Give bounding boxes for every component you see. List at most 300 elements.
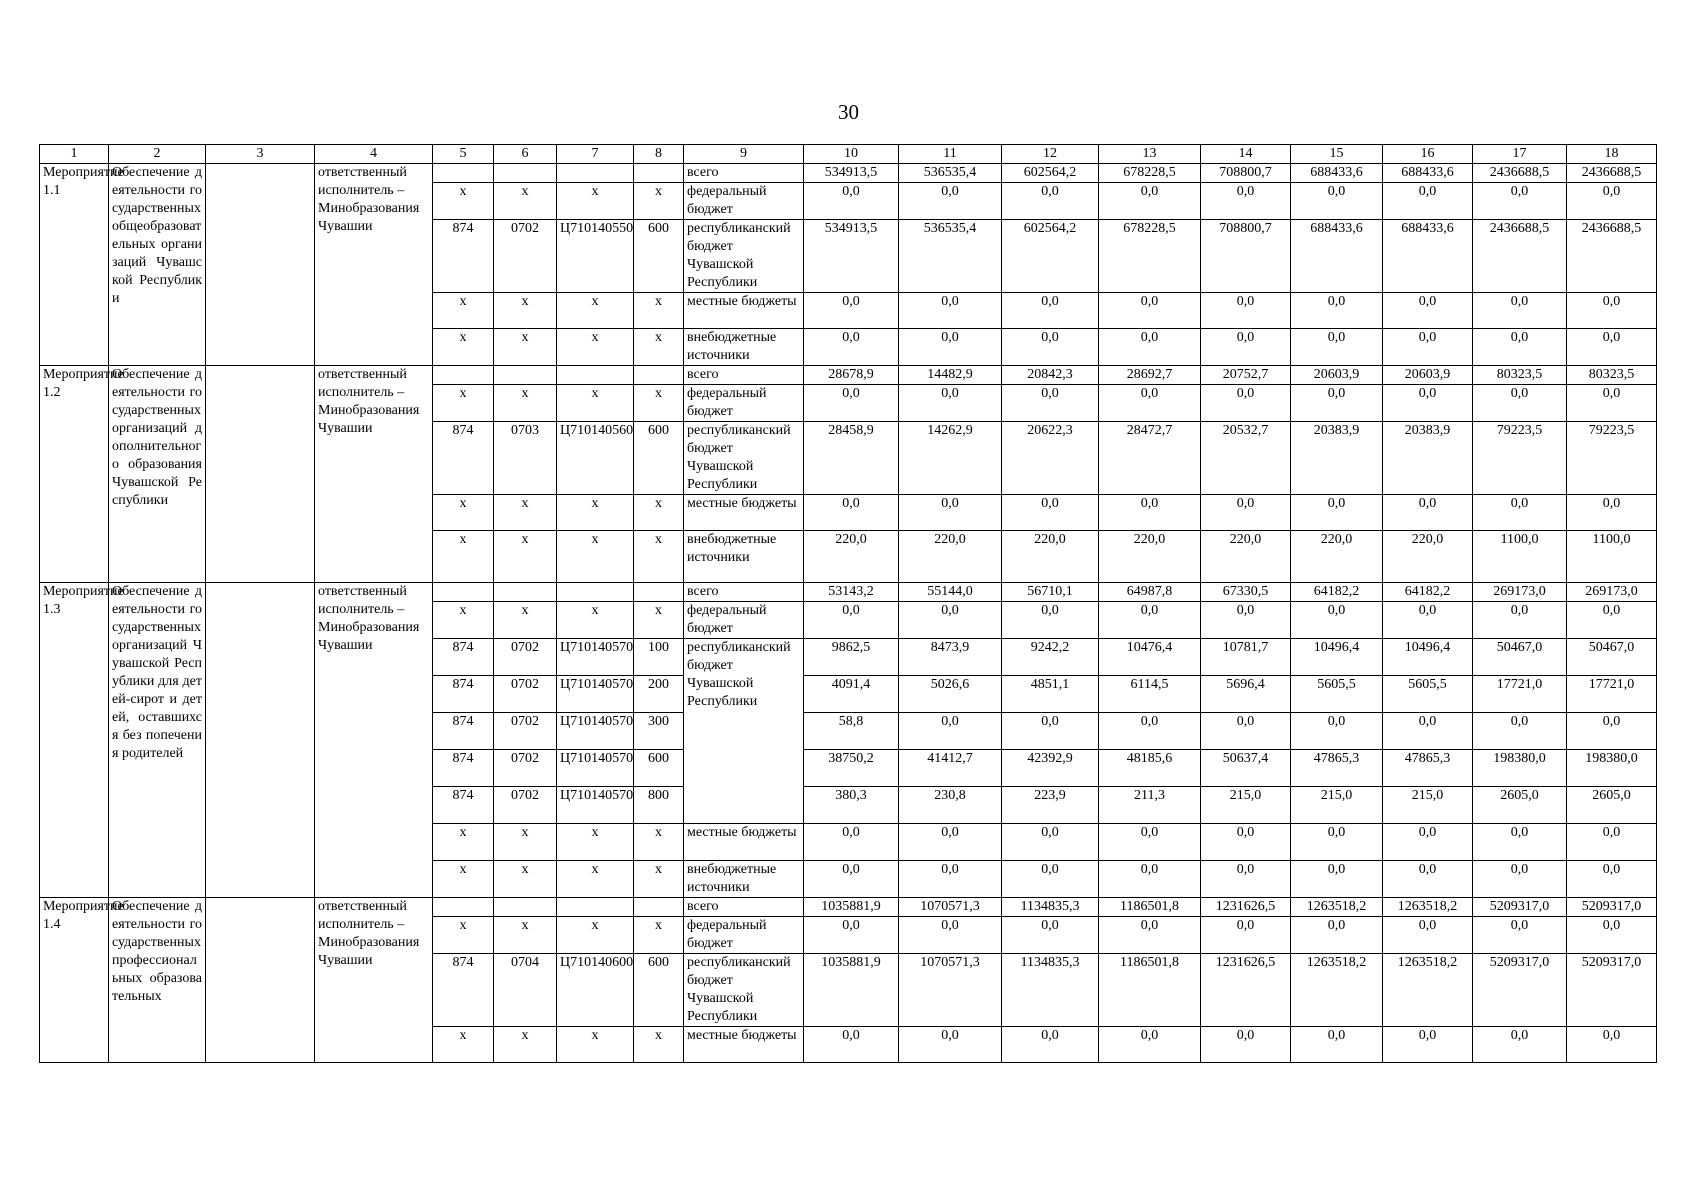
- value-cell: 0,0: [1383, 917, 1473, 954]
- code-cell: х: [634, 329, 684, 366]
- code-cell: 800: [634, 787, 684, 824]
- source-cell: местные бюджеты: [684, 495, 804, 531]
- value-cell: 0,0: [1201, 293, 1291, 329]
- value-cell: 53143,2: [804, 583, 899, 602]
- code-cell: Ц710140570: [557, 713, 634, 750]
- column-number: 12: [1002, 145, 1099, 164]
- value-cell: 0,0: [1002, 183, 1099, 220]
- code-cell: х: [433, 917, 494, 954]
- code-cell: Ц710140560: [557, 422, 634, 495]
- value-cell: 0,0: [899, 495, 1002, 531]
- value-cell: 5209317,0: [1567, 954, 1657, 1027]
- value-cell: 0,0: [1099, 1027, 1201, 1063]
- value-cell: 17721,0: [1473, 676, 1567, 713]
- value-cell: 1186501,8: [1099, 898, 1201, 917]
- value-cell: 2605,0: [1567, 787, 1657, 824]
- code-cell: Ц710140570: [557, 676, 634, 713]
- value-cell: 4851,1: [1002, 676, 1099, 713]
- value-cell: 0,0: [1099, 293, 1201, 329]
- value-cell: 47865,3: [1383, 750, 1473, 787]
- value-cell: 0,0: [899, 329, 1002, 366]
- measure-label: Мероприятие 1.1: [40, 164, 109, 366]
- value-cell: 0,0: [804, 861, 899, 898]
- value-cell: 0,0: [1099, 385, 1201, 422]
- value-cell: 0,0: [1383, 183, 1473, 220]
- value-cell: 0,0: [1099, 917, 1201, 954]
- code-cell: х: [494, 602, 557, 639]
- value-cell: 0,0: [899, 824, 1002, 861]
- value-cell: 56710,1: [1002, 583, 1099, 602]
- value-cell: 20603,9: [1291, 366, 1383, 385]
- code-cell: х: [634, 861, 684, 898]
- value-cell: 4091,4: [804, 676, 899, 713]
- code-cell: х: [557, 329, 634, 366]
- measure-description: Обеспечение деятельности государственных организаций дополнительного образования Чувашской Республики: [109, 366, 206, 583]
- executor-cell: ответственный исполнитель – Минобразования Чувашии: [315, 898, 433, 1063]
- code-cell: 100: [634, 639, 684, 676]
- value-cell: 0,0: [804, 385, 899, 422]
- empty-cell: [634, 898, 684, 917]
- value-cell: 1100,0: [1567, 531, 1657, 583]
- empty-cell: [206, 366, 315, 583]
- value-cell: 20383,9: [1291, 422, 1383, 495]
- value-cell: 38750,2: [804, 750, 899, 787]
- value-cell: 42392,9: [1002, 750, 1099, 787]
- value-cell: 5696,4: [1201, 676, 1291, 713]
- source-cell: внебюджетные источники: [684, 861, 804, 898]
- empty-cell: [634, 164, 684, 183]
- executor-cell: ответственный исполнитель – Минобразования Чувашии: [315, 583, 433, 898]
- source-cell: федеральный бюджет: [684, 183, 804, 220]
- value-cell: 0,0: [1567, 917, 1657, 954]
- value-cell: 0,0: [1099, 861, 1201, 898]
- code-cell: х: [433, 1027, 494, 1063]
- value-cell: 5209317,0: [1473, 954, 1567, 1027]
- value-cell: 0,0: [1002, 824, 1099, 861]
- column-number-row: [40, 145, 1657, 164]
- value-cell: 5026,6: [899, 676, 1002, 713]
- code-cell: х: [494, 183, 557, 220]
- value-cell: 0,0: [1473, 861, 1567, 898]
- value-cell: 8473,9: [899, 639, 1002, 676]
- value-cell: 0,0: [1383, 495, 1473, 531]
- source-cell: местные бюджеты: [684, 293, 804, 329]
- source-cell: федеральный бюджет: [684, 602, 804, 639]
- value-cell: 220,0: [1291, 531, 1383, 583]
- source-cell: всего: [684, 366, 804, 385]
- code-cell: х: [634, 531, 684, 583]
- column-number: 4: [315, 145, 433, 164]
- value-cell: 0,0: [1567, 385, 1657, 422]
- value-cell: 0,0: [1201, 385, 1291, 422]
- value-cell: 0,0: [1473, 329, 1567, 366]
- executor-cell: ответственный исполнитель – Минобразования Чувашии: [315, 164, 433, 366]
- empty-cell: [206, 583, 315, 898]
- empty-cell: [494, 366, 557, 385]
- empty-cell: [634, 583, 684, 602]
- value-cell: 0,0: [1099, 602, 1201, 639]
- value-cell: 0,0: [1383, 1027, 1473, 1063]
- empty-cell: [433, 898, 494, 917]
- code-cell: 0702: [494, 713, 557, 750]
- code-cell: 200: [634, 676, 684, 713]
- value-cell: 80323,5: [1473, 366, 1567, 385]
- column-number: 15: [1291, 145, 1383, 164]
- value-cell: 220,0: [804, 531, 899, 583]
- value-cell: 602564,2: [1002, 164, 1099, 183]
- table-row: [40, 366, 1657, 385]
- code-cell: х: [557, 293, 634, 329]
- code-cell: х: [557, 824, 634, 861]
- value-cell: 6114,5: [1099, 676, 1201, 713]
- value-cell: 1263518,2: [1291, 954, 1383, 1027]
- column-number: 8: [634, 145, 684, 164]
- value-cell: 0,0: [1201, 824, 1291, 861]
- value-cell: 220,0: [899, 531, 1002, 583]
- column-number: 7: [557, 145, 634, 164]
- value-cell: 5209317,0: [1473, 898, 1567, 917]
- value-cell: 230,8: [899, 787, 1002, 824]
- column-number: 14: [1201, 145, 1291, 164]
- code-cell: 0702: [494, 220, 557, 293]
- code-cell: 874: [433, 954, 494, 1027]
- code-cell: 874: [433, 422, 494, 495]
- value-cell: 1070571,3: [899, 954, 1002, 1027]
- source-cell: республиканский бюджет Чувашской Республики: [684, 220, 804, 293]
- value-cell: 67330,5: [1201, 583, 1291, 602]
- code-cell: х: [634, 1027, 684, 1063]
- value-cell: 20752,7: [1201, 366, 1291, 385]
- column-number: 10: [804, 145, 899, 164]
- value-cell: 0,0: [1383, 293, 1473, 329]
- value-cell: 0,0: [1291, 293, 1383, 329]
- code-cell: 600: [634, 750, 684, 787]
- value-cell: 0,0: [1291, 329, 1383, 366]
- code-cell: 0702: [494, 787, 557, 824]
- code-cell: х: [634, 293, 684, 329]
- value-cell: 0,0: [1473, 495, 1567, 531]
- value-cell: 0,0: [1473, 183, 1567, 220]
- code-cell: х: [433, 861, 494, 898]
- measure-label: Мероприятие 1.4: [40, 898, 109, 1063]
- value-cell: 0,0: [804, 183, 899, 220]
- value-cell: 1134835,3: [1002, 898, 1099, 917]
- value-cell: 48185,6: [1099, 750, 1201, 787]
- code-cell: х: [557, 1027, 634, 1063]
- value-cell: 0,0: [804, 293, 899, 329]
- value-cell: 41412,7: [899, 750, 1002, 787]
- value-cell: 64182,2: [1383, 583, 1473, 602]
- source-cell: всего: [684, 164, 804, 183]
- value-cell: 0,0: [1383, 861, 1473, 898]
- source-cell: всего: [684, 583, 804, 602]
- code-cell: Ц710140600: [557, 954, 634, 1027]
- value-cell: 0,0: [1383, 329, 1473, 366]
- code-cell: х: [557, 861, 634, 898]
- column-number: 3: [206, 145, 315, 164]
- code-cell: х: [494, 385, 557, 422]
- value-cell: 0,0: [1567, 602, 1657, 639]
- code-cell: х: [494, 1027, 557, 1063]
- value-cell: 0,0: [1567, 824, 1657, 861]
- source-cell: местные бюджеты: [684, 1027, 804, 1063]
- value-cell: 0,0: [804, 495, 899, 531]
- value-cell: 50467,0: [1567, 639, 1657, 676]
- measure-description: Обеспечение деятельности государственных организаций Чувашской Республики для детей-сирот и детей, оставшихся без попечения родителей: [109, 583, 206, 898]
- code-cell: 0703: [494, 422, 557, 495]
- value-cell: 602564,2: [1002, 220, 1099, 293]
- measure-description: Обеспечение деятельности государственных общеобразовательных организаций Чувашской Республики: [109, 164, 206, 366]
- value-cell: 0,0: [1099, 824, 1201, 861]
- value-cell: 1263518,2: [1383, 898, 1473, 917]
- table-row: [40, 898, 1657, 917]
- value-cell: 5209317,0: [1567, 898, 1657, 917]
- code-cell: 0702: [494, 676, 557, 713]
- measure-description: Обеспечение деятельности государственных профессиональных образовательных: [109, 898, 206, 1063]
- code-cell: х: [494, 495, 557, 531]
- value-cell: 1134835,3: [1002, 954, 1099, 1027]
- value-cell: 0,0: [1201, 861, 1291, 898]
- source-cell: внебюджетные источники: [684, 531, 804, 583]
- column-number: 6: [494, 145, 557, 164]
- code-cell: 600: [634, 220, 684, 293]
- value-cell: 536535,4: [899, 164, 1002, 183]
- value-cell: 0,0: [899, 183, 1002, 220]
- column-number: 18: [1567, 145, 1657, 164]
- value-cell: 1263518,2: [1383, 954, 1473, 1027]
- table-row: [40, 164, 1657, 183]
- value-cell: 0,0: [1473, 824, 1567, 861]
- column-number: 1: [40, 145, 109, 164]
- code-cell: 0704: [494, 954, 557, 1027]
- code-cell: х: [433, 385, 494, 422]
- value-cell: 0,0: [1201, 183, 1291, 220]
- code-cell: х: [494, 824, 557, 861]
- empty-cell: [206, 164, 315, 366]
- executor-cell: ответственный исполнитель – Минобразования Чувашии: [315, 366, 433, 583]
- value-cell: 215,0: [1383, 787, 1473, 824]
- source-cell: федеральный бюджет: [684, 917, 804, 954]
- value-cell: 688433,6: [1383, 164, 1473, 183]
- code-cell: 0702: [494, 639, 557, 676]
- code-cell: х: [433, 329, 494, 366]
- value-cell: 17721,0: [1567, 676, 1657, 713]
- column-number: 17: [1473, 145, 1567, 164]
- value-cell: 1035881,9: [804, 954, 899, 1027]
- code-cell: х: [634, 495, 684, 531]
- value-cell: 5605,5: [1291, 676, 1383, 713]
- value-cell: 0,0: [1002, 602, 1099, 639]
- value-cell: 0,0: [1201, 1027, 1291, 1063]
- value-cell: 2436688,5: [1567, 164, 1657, 183]
- code-cell: Ц710140570: [557, 750, 634, 787]
- value-cell: 223,9: [1002, 787, 1099, 824]
- value-cell: 0,0: [1291, 917, 1383, 954]
- value-cell: 0,0: [1291, 385, 1383, 422]
- code-cell: х: [557, 183, 634, 220]
- value-cell: 0,0: [1291, 1027, 1383, 1063]
- column-number: 16: [1383, 145, 1473, 164]
- value-cell: 215,0: [1201, 787, 1291, 824]
- value-cell: 0,0: [1473, 1027, 1567, 1063]
- value-cell: 0,0: [804, 329, 899, 366]
- value-cell: 0,0: [899, 713, 1002, 750]
- code-cell: 874: [433, 676, 494, 713]
- value-cell: 1231626,5: [1201, 898, 1291, 917]
- value-cell: 534913,5: [804, 164, 899, 183]
- value-cell: 0,0: [1567, 1027, 1657, 1063]
- value-cell: 0,0: [1002, 861, 1099, 898]
- source-cell: внебюджетные источники: [684, 329, 804, 366]
- code-cell: х: [557, 385, 634, 422]
- empty-cell: [494, 583, 557, 602]
- value-cell: 0,0: [1567, 183, 1657, 220]
- value-cell: 5605,5: [1383, 676, 1473, 713]
- code-cell: 874: [433, 750, 494, 787]
- empty-cell: [433, 583, 494, 602]
- value-cell: 0,0: [1002, 293, 1099, 329]
- value-cell: 20842,3: [1002, 366, 1099, 385]
- code-cell: х: [433, 495, 494, 531]
- value-cell: 58,8: [804, 713, 899, 750]
- value-cell: 0,0: [1002, 495, 1099, 531]
- value-cell: 47865,3: [1291, 750, 1383, 787]
- code-cell: х: [634, 602, 684, 639]
- value-cell: 0,0: [1567, 329, 1657, 366]
- value-cell: 215,0: [1291, 787, 1383, 824]
- column-number: 9: [684, 145, 804, 164]
- table-body: [40, 164, 1657, 1063]
- code-cell: Ц710140550: [557, 220, 634, 293]
- value-cell: 0,0: [1567, 713, 1657, 750]
- value-cell: 534913,5: [804, 220, 899, 293]
- value-cell: 0,0: [1099, 713, 1201, 750]
- value-cell: 678228,5: [1099, 164, 1201, 183]
- code-cell: 300: [634, 713, 684, 750]
- value-cell: 2436688,5: [1473, 220, 1567, 293]
- empty-cell: [494, 164, 557, 183]
- value-cell: 0,0: [899, 602, 1002, 639]
- value-cell: 0,0: [804, 1027, 899, 1063]
- code-cell: 600: [634, 422, 684, 495]
- value-cell: 688433,6: [1383, 220, 1473, 293]
- value-cell: 0,0: [1002, 713, 1099, 750]
- value-cell: 64987,8: [1099, 583, 1201, 602]
- measure-label: Мероприятие 1.2: [40, 366, 109, 583]
- code-cell: х: [433, 183, 494, 220]
- code-cell: х: [634, 824, 684, 861]
- value-cell: 2605,0: [1473, 787, 1567, 824]
- value-cell: 28472,7: [1099, 422, 1201, 495]
- value-cell: 14262,9: [899, 422, 1002, 495]
- value-cell: 0,0: [899, 385, 1002, 422]
- code-cell: 0702: [494, 750, 557, 787]
- value-cell: 708800,7: [1201, 164, 1291, 183]
- value-cell: 198380,0: [1567, 750, 1657, 787]
- value-cell: 10496,4: [1383, 639, 1473, 676]
- value-cell: 9862,5: [804, 639, 899, 676]
- value-cell: 0,0: [899, 861, 1002, 898]
- empty-cell: [557, 583, 634, 602]
- value-cell: 80323,5: [1567, 366, 1657, 385]
- value-cell: 9242,2: [1002, 639, 1099, 676]
- column-number: 5: [433, 145, 494, 164]
- value-cell: 211,3: [1099, 787, 1201, 824]
- code-cell: 874: [433, 220, 494, 293]
- value-cell: 688433,6: [1291, 164, 1383, 183]
- value-cell: 678228,5: [1099, 220, 1201, 293]
- value-cell: 0,0: [1002, 385, 1099, 422]
- value-cell: 0,0: [1473, 713, 1567, 750]
- value-cell: 1035881,9: [804, 898, 899, 917]
- value-cell: 14482,9: [899, 366, 1002, 385]
- empty-cell: [206, 898, 315, 1063]
- source-cell: республиканский бюджет Чувашской Республики: [684, 422, 804, 495]
- value-cell: 1263518,2: [1291, 898, 1383, 917]
- code-cell: х: [494, 917, 557, 954]
- value-cell: 79223,5: [1473, 422, 1567, 495]
- code-cell: х: [494, 329, 557, 366]
- value-cell: 0,0: [1201, 713, 1291, 750]
- value-cell: 10781,7: [1201, 639, 1291, 676]
- value-cell: 0,0: [1383, 602, 1473, 639]
- value-cell: 688433,6: [1291, 220, 1383, 293]
- value-cell: 10496,4: [1291, 639, 1383, 676]
- code-cell: х: [494, 861, 557, 898]
- value-cell: 20532,7: [1201, 422, 1291, 495]
- code-cell: х: [433, 531, 494, 583]
- column-number: 13: [1099, 145, 1201, 164]
- code-cell: 874: [433, 713, 494, 750]
- value-cell: 536535,4: [899, 220, 1002, 293]
- value-cell: 198380,0: [1473, 750, 1567, 787]
- value-cell: 28458,9: [804, 422, 899, 495]
- value-cell: 0,0: [1201, 495, 1291, 531]
- budget-table: [39, 144, 1657, 1063]
- value-cell: 0,0: [1291, 824, 1383, 861]
- value-cell: 10476,4: [1099, 639, 1201, 676]
- value-cell: 0,0: [1567, 293, 1657, 329]
- value-cell: 0,0: [1473, 293, 1567, 329]
- value-cell: 64182,2: [1291, 583, 1383, 602]
- value-cell: 20603,9: [1383, 366, 1473, 385]
- value-cell: 269173,0: [1473, 583, 1567, 602]
- value-cell: 0,0: [1473, 385, 1567, 422]
- value-cell: 0,0: [1201, 917, 1291, 954]
- code-cell: х: [433, 824, 494, 861]
- value-cell: 1231626,5: [1201, 954, 1291, 1027]
- value-cell: 220,0: [1002, 531, 1099, 583]
- code-cell: 874: [433, 639, 494, 676]
- empty-cell: [433, 164, 494, 183]
- value-cell: 220,0: [1099, 531, 1201, 583]
- value-cell: 380,3: [804, 787, 899, 824]
- source-cell: республиканский бюджет Чувашской Республики: [684, 954, 804, 1027]
- value-cell: 0,0: [1002, 1027, 1099, 1063]
- empty-cell: [557, 898, 634, 917]
- empty-cell: [634, 366, 684, 385]
- value-cell: 0,0: [1291, 861, 1383, 898]
- source-cell: всего: [684, 898, 804, 917]
- value-cell: 28678,9: [804, 366, 899, 385]
- value-cell: 0,0: [1567, 495, 1657, 531]
- value-cell: 0,0: [1002, 329, 1099, 366]
- value-cell: 0,0: [1099, 183, 1201, 220]
- value-cell: 220,0: [1201, 531, 1291, 583]
- value-cell: 269173,0: [1567, 583, 1657, 602]
- value-cell: 0,0: [1291, 602, 1383, 639]
- value-cell: 0,0: [804, 602, 899, 639]
